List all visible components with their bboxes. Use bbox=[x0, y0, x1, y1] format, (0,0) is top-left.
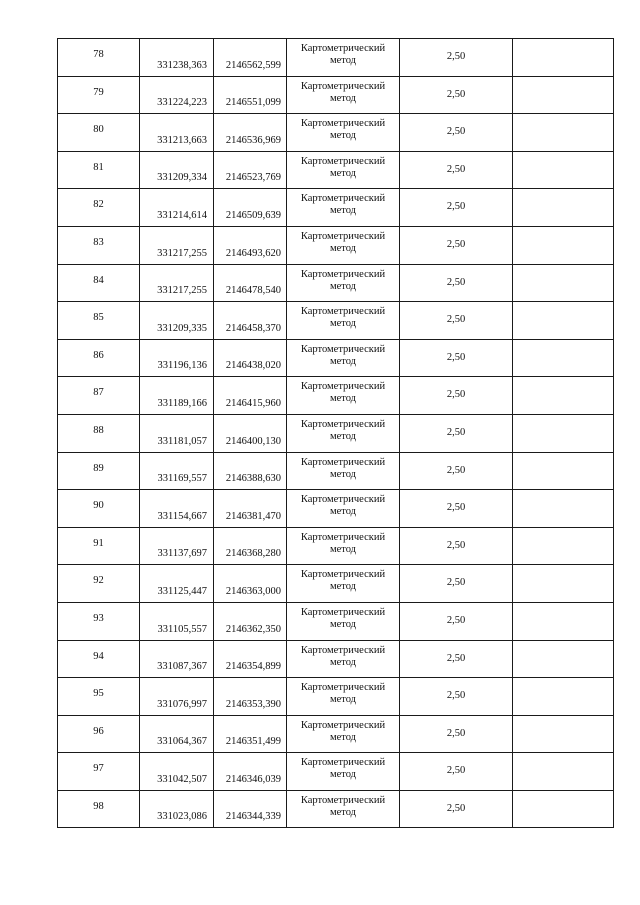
accuracy-cell: 2,50 bbox=[400, 565, 513, 603]
method-cell: Картометрический метод bbox=[287, 602, 400, 640]
accuracy-cell: 2,50 bbox=[400, 76, 513, 114]
x-coordinate-cell: 331154,667 bbox=[140, 490, 214, 528]
x-coordinate-cell: 331213,663 bbox=[140, 114, 214, 152]
note-cell bbox=[513, 527, 614, 565]
note-cell bbox=[513, 114, 614, 152]
y-coordinate-cell: 2146438,020 bbox=[214, 339, 287, 377]
method-cell: Картометрический метод bbox=[287, 527, 400, 565]
x-coordinate-cell: 331224,223 bbox=[140, 76, 214, 114]
table-row bbox=[58, 602, 614, 640]
note-cell bbox=[513, 302, 614, 340]
table-row bbox=[58, 339, 614, 377]
note-cell bbox=[513, 377, 614, 415]
note-cell bbox=[513, 76, 614, 114]
table-row bbox=[58, 527, 614, 565]
note-cell bbox=[513, 565, 614, 603]
method-cell: Картометрический метод bbox=[287, 76, 400, 114]
y-coordinate-cell: 2146362,350 bbox=[214, 602, 287, 640]
accuracy-cell: 2,50 bbox=[400, 377, 513, 415]
accuracy-cell: 2,50 bbox=[400, 640, 513, 678]
table-row bbox=[58, 76, 614, 114]
accuracy-cell: 2,50 bbox=[400, 753, 513, 791]
table-row bbox=[58, 189, 614, 227]
x-coordinate-cell: 331105,557 bbox=[140, 602, 214, 640]
x-coordinate-cell: 331196,136 bbox=[140, 339, 214, 377]
x-coordinate-cell: 331137,697 bbox=[140, 527, 214, 565]
x-coordinate-cell: 331217,255 bbox=[140, 264, 214, 302]
y-coordinate-cell: 2146388,630 bbox=[214, 452, 287, 490]
accuracy-cell: 2,50 bbox=[400, 151, 513, 189]
y-coordinate-cell: 2146509,639 bbox=[214, 189, 287, 227]
note-cell bbox=[513, 414, 614, 452]
accuracy-cell: 2,50 bbox=[400, 452, 513, 490]
table-row bbox=[58, 678, 614, 716]
x-coordinate-cell: 331238,363 bbox=[140, 39, 214, 77]
y-coordinate-cell: 2146351,499 bbox=[214, 715, 287, 753]
method-cell: Картометрический метод bbox=[287, 189, 400, 227]
table-row bbox=[58, 302, 614, 340]
y-coordinate-cell: 2146363,000 bbox=[214, 565, 287, 603]
y-coordinate-cell: 2146523,769 bbox=[214, 151, 287, 189]
x-coordinate-cell: 331125,447 bbox=[140, 565, 214, 603]
note-cell bbox=[513, 151, 614, 189]
method-cell: Картометрический метод bbox=[287, 565, 400, 603]
method-cell: Картометрический метод bbox=[287, 339, 400, 377]
table-row bbox=[58, 790, 614, 828]
method-cell: Картометрический метод bbox=[287, 490, 400, 528]
note-cell bbox=[513, 490, 614, 528]
point-number-cell: 96 bbox=[58, 715, 140, 753]
table-row bbox=[58, 39, 614, 77]
method-cell: Картометрический метод bbox=[287, 414, 400, 452]
method-cell: Картометрический метод bbox=[287, 302, 400, 340]
table-row bbox=[58, 114, 614, 152]
point-number-cell: 78 bbox=[58, 39, 140, 77]
y-coordinate-cell: 2146562,599 bbox=[214, 39, 287, 77]
point-number-cell: 81 bbox=[58, 151, 140, 189]
table-row bbox=[58, 715, 614, 753]
table-row bbox=[58, 753, 614, 791]
y-coordinate-cell: 2146493,620 bbox=[214, 226, 287, 264]
accuracy-cell: 2,50 bbox=[400, 264, 513, 302]
y-coordinate-cell: 2146381,470 bbox=[214, 490, 287, 528]
y-coordinate-cell: 2146551,099 bbox=[214, 76, 287, 114]
y-coordinate-cell: 2146344,339 bbox=[214, 790, 287, 828]
method-cell: Картометрический метод bbox=[287, 678, 400, 716]
y-coordinate-cell: 2146353,390 bbox=[214, 678, 287, 716]
x-coordinate-cell: 331087,367 bbox=[140, 640, 214, 678]
y-coordinate-cell: 2146536,969 bbox=[214, 114, 287, 152]
y-coordinate-cell: 2146400,130 bbox=[214, 414, 287, 452]
note-cell bbox=[513, 39, 614, 77]
accuracy-cell: 2,50 bbox=[400, 490, 513, 528]
method-cell: Картометрический метод bbox=[287, 264, 400, 302]
point-number-cell: 95 bbox=[58, 678, 140, 716]
method-cell: Картометрический метод bbox=[287, 151, 400, 189]
x-coordinate-cell: 331217,255 bbox=[140, 226, 214, 264]
point-number-cell: 83 bbox=[58, 226, 140, 264]
note-cell bbox=[513, 715, 614, 753]
method-cell: Картометрический метод bbox=[287, 753, 400, 791]
method-cell: Картометрический метод bbox=[287, 640, 400, 678]
point-number-cell: 82 bbox=[58, 189, 140, 227]
point-number-cell: 85 bbox=[58, 302, 140, 340]
table-row bbox=[58, 490, 614, 528]
accuracy-cell: 2,50 bbox=[400, 189, 513, 227]
table-row bbox=[58, 377, 614, 415]
x-coordinate-cell: 331169,557 bbox=[140, 452, 214, 490]
method-cell: Картометрический метод bbox=[287, 452, 400, 490]
accuracy-cell: 2,50 bbox=[400, 602, 513, 640]
y-coordinate-cell: 2146458,370 bbox=[214, 302, 287, 340]
x-coordinate-cell: 331214,614 bbox=[140, 189, 214, 227]
coordinates-table bbox=[57, 38, 614, 828]
y-coordinate-cell: 2146354,899 bbox=[214, 640, 287, 678]
accuracy-cell: 2,50 bbox=[400, 302, 513, 340]
point-number-cell: 92 bbox=[58, 565, 140, 603]
x-coordinate-cell: 331189,166 bbox=[140, 377, 214, 415]
y-coordinate-cell: 2146346,039 bbox=[214, 753, 287, 791]
point-number-cell: 91 bbox=[58, 527, 140, 565]
y-coordinate-cell: 2146415,960 bbox=[214, 377, 287, 415]
point-number-cell: 80 bbox=[58, 114, 140, 152]
note-cell bbox=[513, 753, 614, 791]
accuracy-cell: 2,50 bbox=[400, 339, 513, 377]
point-number-cell: 94 bbox=[58, 640, 140, 678]
table-row bbox=[58, 226, 614, 264]
accuracy-cell: 2,50 bbox=[400, 678, 513, 716]
method-cell: Картометрический метод bbox=[287, 377, 400, 415]
point-number-cell: 87 bbox=[58, 377, 140, 415]
point-number-cell: 98 bbox=[58, 790, 140, 828]
note-cell bbox=[513, 452, 614, 490]
x-coordinate-cell: 331064,367 bbox=[140, 715, 214, 753]
point-number-cell: 89 bbox=[58, 452, 140, 490]
table-row bbox=[58, 565, 614, 603]
y-coordinate-cell: 2146478,540 bbox=[214, 264, 287, 302]
accuracy-cell: 2,50 bbox=[400, 527, 513, 565]
table-row bbox=[58, 151, 614, 189]
method-cell: Картометрический метод bbox=[287, 114, 400, 152]
note-cell bbox=[513, 226, 614, 264]
table-row bbox=[58, 452, 614, 490]
point-number-cell: 79 bbox=[58, 76, 140, 114]
note-cell bbox=[513, 790, 614, 828]
coordinates-table-body bbox=[58, 39, 614, 828]
accuracy-cell: 2,50 bbox=[400, 715, 513, 753]
point-number-cell: 97 bbox=[58, 753, 140, 791]
point-number-cell: 93 bbox=[58, 602, 140, 640]
y-coordinate-cell: 2146368,280 bbox=[214, 527, 287, 565]
note-cell bbox=[513, 339, 614, 377]
note-cell bbox=[513, 189, 614, 227]
method-cell: Картометрический метод bbox=[287, 226, 400, 264]
note-cell bbox=[513, 678, 614, 716]
x-coordinate-cell: 331023,086 bbox=[140, 790, 214, 828]
x-coordinate-cell: 331076,997 bbox=[140, 678, 214, 716]
x-coordinate-cell: 331209,335 bbox=[140, 302, 214, 340]
point-number-cell: 88 bbox=[58, 414, 140, 452]
note-cell bbox=[513, 264, 614, 302]
accuracy-cell: 2,50 bbox=[400, 226, 513, 264]
point-number-cell: 84 bbox=[58, 264, 140, 302]
table-row bbox=[58, 414, 614, 452]
method-cell: Картометрический метод bbox=[287, 715, 400, 753]
accuracy-cell: 2,50 bbox=[400, 414, 513, 452]
note-cell bbox=[513, 602, 614, 640]
method-cell: Картометрический метод bbox=[287, 39, 400, 77]
accuracy-cell: 2,50 bbox=[400, 39, 513, 77]
point-number-cell: 86 bbox=[58, 339, 140, 377]
note-cell bbox=[513, 640, 614, 678]
x-coordinate-cell: 331209,334 bbox=[140, 151, 214, 189]
point-number-cell: 90 bbox=[58, 490, 140, 528]
method-cell: Картометрический метод bbox=[287, 790, 400, 828]
accuracy-cell: 2,50 bbox=[400, 114, 513, 152]
x-coordinate-cell: 331042,507 bbox=[140, 753, 214, 791]
x-coordinate-cell: 331181,057 bbox=[140, 414, 214, 452]
table-row bbox=[58, 640, 614, 678]
accuracy-cell: 2,50 bbox=[400, 790, 513, 828]
table-row bbox=[58, 264, 614, 302]
